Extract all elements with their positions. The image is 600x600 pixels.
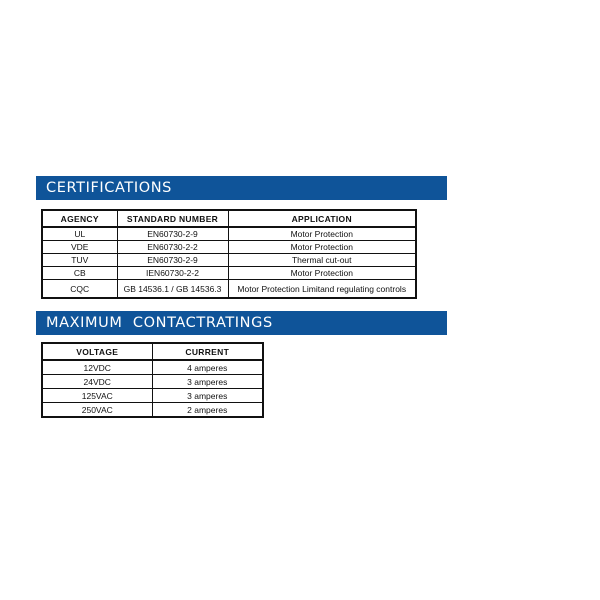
column-header-standard-number: STANDARD NUMBER [117,210,228,227]
certifications-banner [36,176,447,200]
current-cell: 4 amperes [152,360,263,375]
standard-cell: GB 14536.1 / GB 14536.3 [117,280,228,299]
column-header-voltage: VOLTAGE [42,343,152,360]
contact-ratings-title: MAXIMUM CONTACTRATINGS [46,315,273,331]
column-header-agency: AGENCY [42,210,117,227]
standard-cell: EN60730-2-9 [117,254,228,267]
table-row [42,241,416,254]
current-cell: 3 amperes [152,375,263,389]
contact-ratings-banner [36,311,447,335]
voltage-cell: 24VDC [42,375,152,389]
agency-cell: VDE [42,241,117,254]
application-cell: Motor Protection [228,267,416,280]
table-row [42,227,416,241]
table-row [42,360,263,375]
table-row [42,403,263,418]
agency-cell: TUV [42,254,117,267]
table-row [42,375,263,389]
current-cell: 3 amperes [152,389,263,403]
certifications-title: CERTIFICATIONS [46,180,172,196]
table-row [42,254,416,267]
application-cell: Motor Protection [228,227,416,241]
standard-cell: EN60730-2-2 [117,241,228,254]
agency-cell: UL [42,227,117,241]
voltage-cell: 125VAC [42,389,152,403]
voltage-cell: 250VAC [42,403,152,418]
application-cell: Motor Protection Limitand regulating controls [228,280,416,299]
voltage-cell: 12VDC [42,360,152,375]
table-row [42,280,416,299]
current-cell: 2 amperes [152,403,263,418]
table-row [42,389,263,403]
application-cell: Motor Protection [228,241,416,254]
standard-cell: EN60730-2-9 [117,227,228,241]
standard-cell: IEN60730-2-2 [117,267,228,280]
table-header-row [42,210,416,227]
table-header-row [42,343,263,360]
column-header-current: CURRENT [152,343,263,360]
table-row [42,267,416,280]
certifications-table [41,209,417,299]
agency-cell: CB [42,267,117,280]
agency-cell: CQC [42,280,117,299]
application-cell: Thermal cut-out [228,254,416,267]
column-header-application: APPLICATION [228,210,416,227]
contact-ratings-table [41,342,264,418]
